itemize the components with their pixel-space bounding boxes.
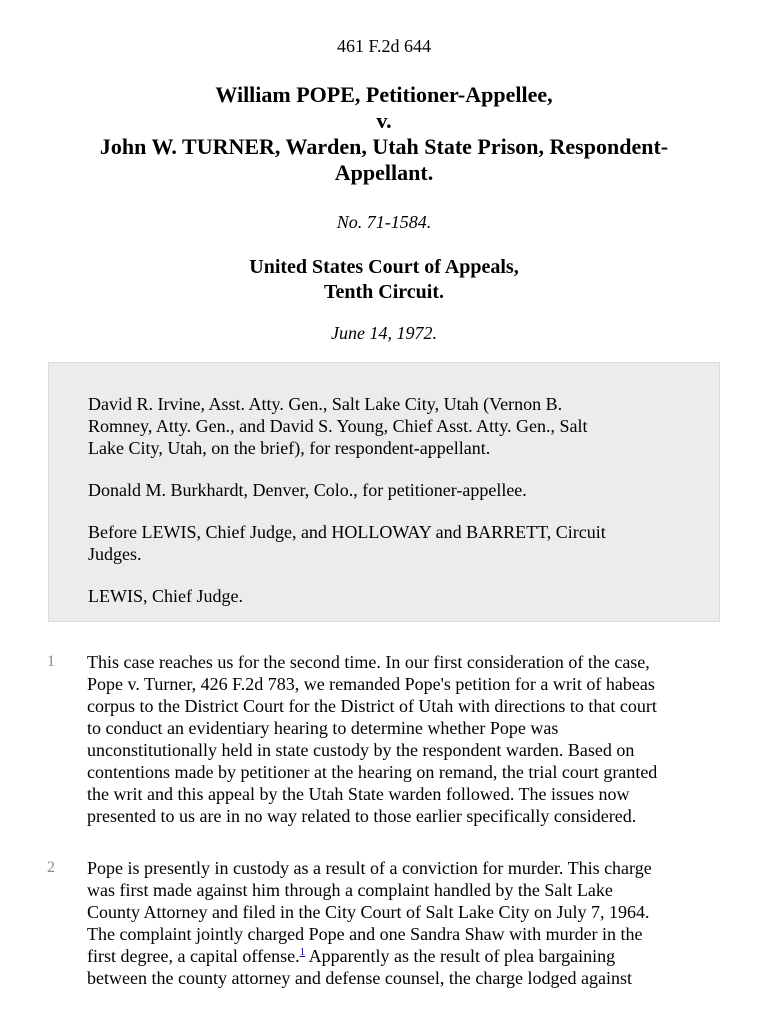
- counsel-box: [48, 362, 720, 622]
- paragraph-line: to conduct an evidentiary hearing to determine whether Pope was: [87, 718, 559, 738]
- paragraph-1: [87, 651, 727, 827]
- paragraph-line: corpus to the District Court for the District of Utah with directions to that court: [87, 696, 657, 716]
- counsel-petitioner: Donald M. Burkhardt, Denver, Colo., for petitioner-appellee.: [88, 480, 527, 500]
- paragraph-line: first degree, a capital offense.: [87, 946, 300, 966]
- court-name-line2: Tenth Circuit.: [323, 281, 445, 303]
- bench-line1: Before LEWIS, Chief Judge, and HOLLOWAY and BARRETT, Circuit: [88, 522, 606, 542]
- paragraph-line: the writ and this appeal by the Utah State warden followed. The issues now: [87, 784, 630, 804]
- counsel-respondent: [88, 393, 679, 459]
- case-citation: 461 F.2d 644: [336, 36, 432, 56]
- paragraph-line: unconstitutionally held in state custody by the respondent warden. Based on: [87, 740, 635, 760]
- caption-respondent: John W. TURNER, Warden, Utah State Prison, Respondent-: [99, 134, 669, 159]
- docket-number: No. 71-1584.: [336, 212, 432, 232]
- paragraph-line: County Attorney and filed in the City Court of Salt Lake City on July 7, 1964.: [87, 902, 650, 922]
- paragraph-line: contentions made by petitioner at the hearing on remand, the trial court granted: [87, 762, 658, 782]
- paragraph-number: 2: [47, 859, 55, 876]
- court-name: [0, 255, 768, 305]
- counsel-respondent-line2: Romney, Atty. Gen., and David S. Young, Chief Asst. Atty. Gen., Salt: [88, 416, 588, 436]
- paragraph-line: was first made against him through a complaint handled by the Salt Lake: [87, 880, 613, 900]
- paragraph-line: This case reaches us for the second time. In our first consideration of the case,: [87, 652, 650, 672]
- decision-date: June 14, 1972.: [331, 323, 437, 343]
- case-caption: [40, 82, 728, 186]
- paragraph-line: Pope v. Turner, 426 F.2d 783, we remanded Pope's petition for a writ of habeas: [87, 674, 655, 694]
- caption-respondent-cont: Appellant.: [334, 160, 434, 185]
- opinion-author: LEWIS, Chief Judge.: [88, 586, 243, 606]
- caption-petitioner: William POPE, Petitioner-Appellee,: [215, 82, 553, 107]
- paragraph-line: presented to us are in no way related to those earlier specifically considered.: [87, 806, 637, 826]
- counsel-respondent-line3: Lake City, Utah, on the brief), for respondent-appellant.: [88, 438, 491, 458]
- paragraph-2: [87, 857, 727, 989]
- paragraph-number: 1: [47, 653, 55, 670]
- paragraph-line: The complaint jointly charged Pope and one Sandra Shaw with murder in the: [87, 924, 643, 944]
- paragraph-line: Pope is presently in custody as a result of a conviction for murder. This charge: [87, 858, 652, 878]
- paragraph-line: Apparently as the result of plea bargaining: [305, 946, 616, 966]
- caption-versus: v.: [376, 108, 392, 133]
- counsel-respondent-line1: David R. Irvine, Asst. Atty. Gen., Salt Lake City, Utah (Vernon B.: [88, 394, 563, 414]
- bench-line2: Judges.: [88, 544, 142, 564]
- bench: [88, 521, 679, 565]
- paragraph-line: between the county attorney and defense counsel, the charge lodged against: [87, 968, 632, 988]
- footnote-link[interactable]: 1: [299, 946, 306, 958]
- court-name-line1: United States Court of Appeals,: [249, 256, 519, 278]
